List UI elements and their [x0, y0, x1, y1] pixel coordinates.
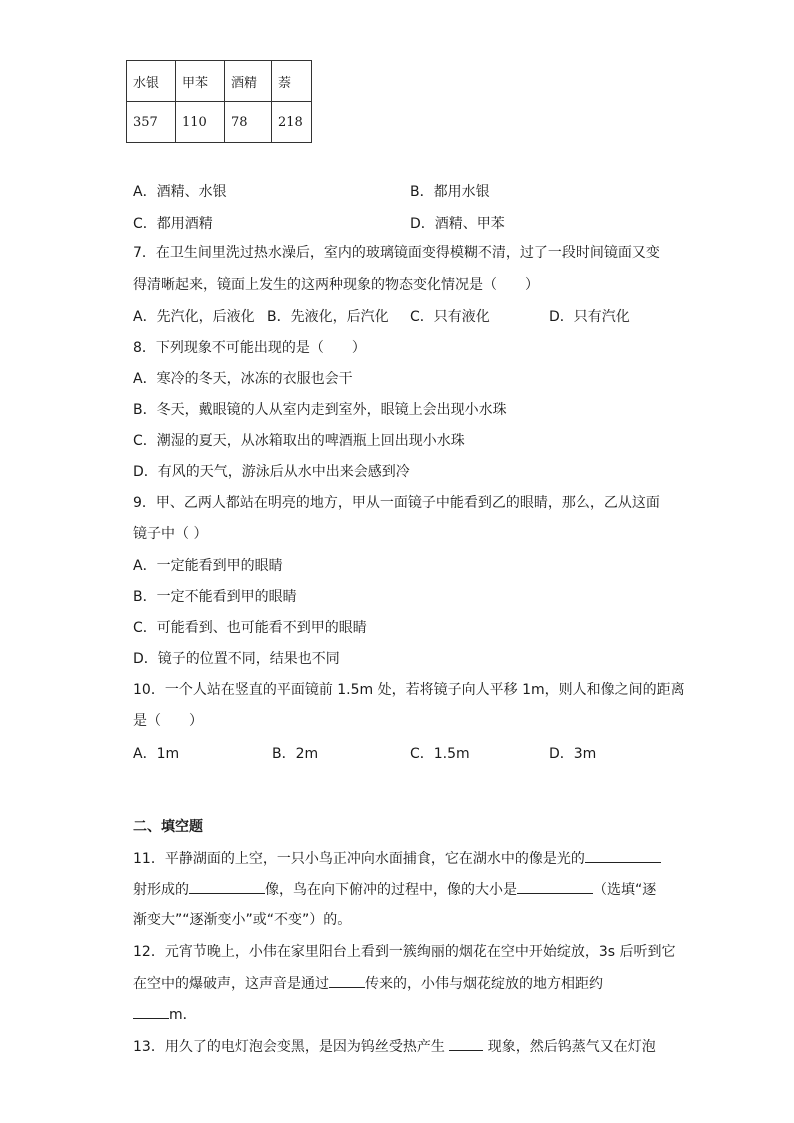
q12-line2 [133, 973, 603, 994]
q13-text-b: 现象，然后钨蒸气又在灯泡 [487, 1039, 656, 1055]
q10-option-c: C．1.5m [410, 746, 470, 762]
q8-stem: 8．下列现象不可能出现的是（ ） [133, 340, 366, 356]
q12-blank-2[interactable] [133, 1004, 169, 1019]
q10-stem-line1: 10．一个人站在竖直的平面镜前 1.5m 处，若将镜子向人平移 1m，则人和像之间的距离 [133, 682, 685, 698]
q9-option-a: A．一定能看到甲的眼睛 [133, 558, 283, 574]
q7-stem-line2: 得清晰起来，镜面上发生的这两种现象的物态变化情况是（ ） [133, 277, 539, 293]
q12-text-a: 在空中的爆破声，这声音是通过 [133, 976, 329, 992]
q12-line3 [133, 1004, 197, 1025]
q11-line1 [133, 848, 661, 869]
q13-line1 [133, 1036, 656, 1057]
q9-stem-line1: 9．甲、乙两人都站在明亮的地方，甲从一面镜子中能看到乙的眼睛，那么，乙从这面 [133, 495, 660, 511]
q8-option-b: B．冬天，戴眼镜的人从室内走到室外，眼镜上会出现小水珠 [133, 402, 507, 418]
q9-stem-line2: 镜子中（ ） [133, 526, 208, 542]
table-cell: 218 [272, 102, 312, 143]
q11-line2 [133, 879, 656, 900]
q6-option-c: C．都用酒精 [133, 216, 213, 232]
q10-option-d: D．3m [549, 746, 597, 762]
q11-blank-3[interactable] [517, 879, 593, 894]
q8-option-a: A．寒冷的冬天，冰冻的衣服也会干 [133, 371, 353, 387]
table-header-cell: 水银 [127, 61, 176, 102]
table-header-row [127, 61, 312, 102]
melting-point-table [126, 60, 312, 143]
q11-text-b: 射形成的 [133, 882, 189, 898]
q9-option-c: C．可能看到、也可能看不到甲的眼睛 [133, 620, 367, 636]
q10-option-b: B．2m [272, 746, 319, 762]
section-title: 二、填空题 [133, 819, 203, 835]
q6-option-d: D．酒精、甲苯 [410, 216, 505, 232]
q11-line3: 渐变大”“逐渐变小”或“不变”）的。 [133, 912, 352, 928]
q7-stem-line1: 7．在卫生间里洗过热水澡后，室内的玻璃镜面变得模糊不清，过了一段时间镜面又变 [133, 245, 660, 261]
q13-text-a: 13．用久了的电灯泡会变黑，是因为钨丝受热产生 [133, 1039, 445, 1055]
q11-text-a: 11．平静湖面的上空，一只小鸟正冲向水面捕食，它在湖水中的像是光的 [133, 851, 585, 867]
q12-blank-1[interactable] [329, 973, 365, 988]
q9-option-d: D．镜子的位置不同，结果也不同 [133, 651, 340, 667]
q7-option-d: D．只有汽化 [549, 309, 630, 325]
q12-text-b: 传来的，小伟与烟花绽放的地方相距约 [365, 976, 603, 992]
q12-text-c: m． [169, 1007, 197, 1023]
q7-option-c: C．只有液化 [410, 309, 490, 325]
table-header-cell: 甲苯 [176, 61, 225, 102]
table-value-row [127, 102, 312, 143]
table-header-cell: 萘 [272, 61, 312, 102]
table-header-cell: 酒精 [225, 61, 272, 102]
q13-blank-1[interactable] [449, 1036, 483, 1051]
q11-text-d: （选填“逐 [593, 882, 657, 898]
q9-option-b: B．一定不能看到甲的眼睛 [133, 589, 297, 605]
q11-blank-1[interactable] [585, 848, 661, 863]
q8-option-d: D．有风的天气，游泳后从水中出来会感到冷 [133, 464, 410, 480]
table-cell: 357 [127, 102, 176, 143]
q6-option-a: A．酒精、水银 [133, 184, 227, 200]
q7-option-a: A．先汽化，后液化 [133, 309, 255, 325]
q11-text-c: 像，鸟在向下俯冲的过程中，像的大小是 [265, 882, 517, 898]
q6-option-b: B．都用水银 [410, 184, 490, 200]
q12-line1: 12．元宵节晚上，小伟在家里阳台上看到一簇绚丽的烟花在空中开始绽放，3s 后听到它 [133, 944, 676, 960]
q7-option-b: B．先液化，后汽化 [267, 309, 389, 325]
q8-option-c: C．潮湿的夏天，从冰箱取出的啤酒瓶上回出现小水珠 [133, 433, 465, 449]
q11-blank-2[interactable] [189, 879, 265, 894]
table-cell: 78 [225, 102, 272, 143]
table-cell: 110 [176, 102, 225, 143]
q10-stem-line2: 是（ ） [133, 713, 203, 729]
q10-option-a: A．1m [133, 746, 180, 762]
